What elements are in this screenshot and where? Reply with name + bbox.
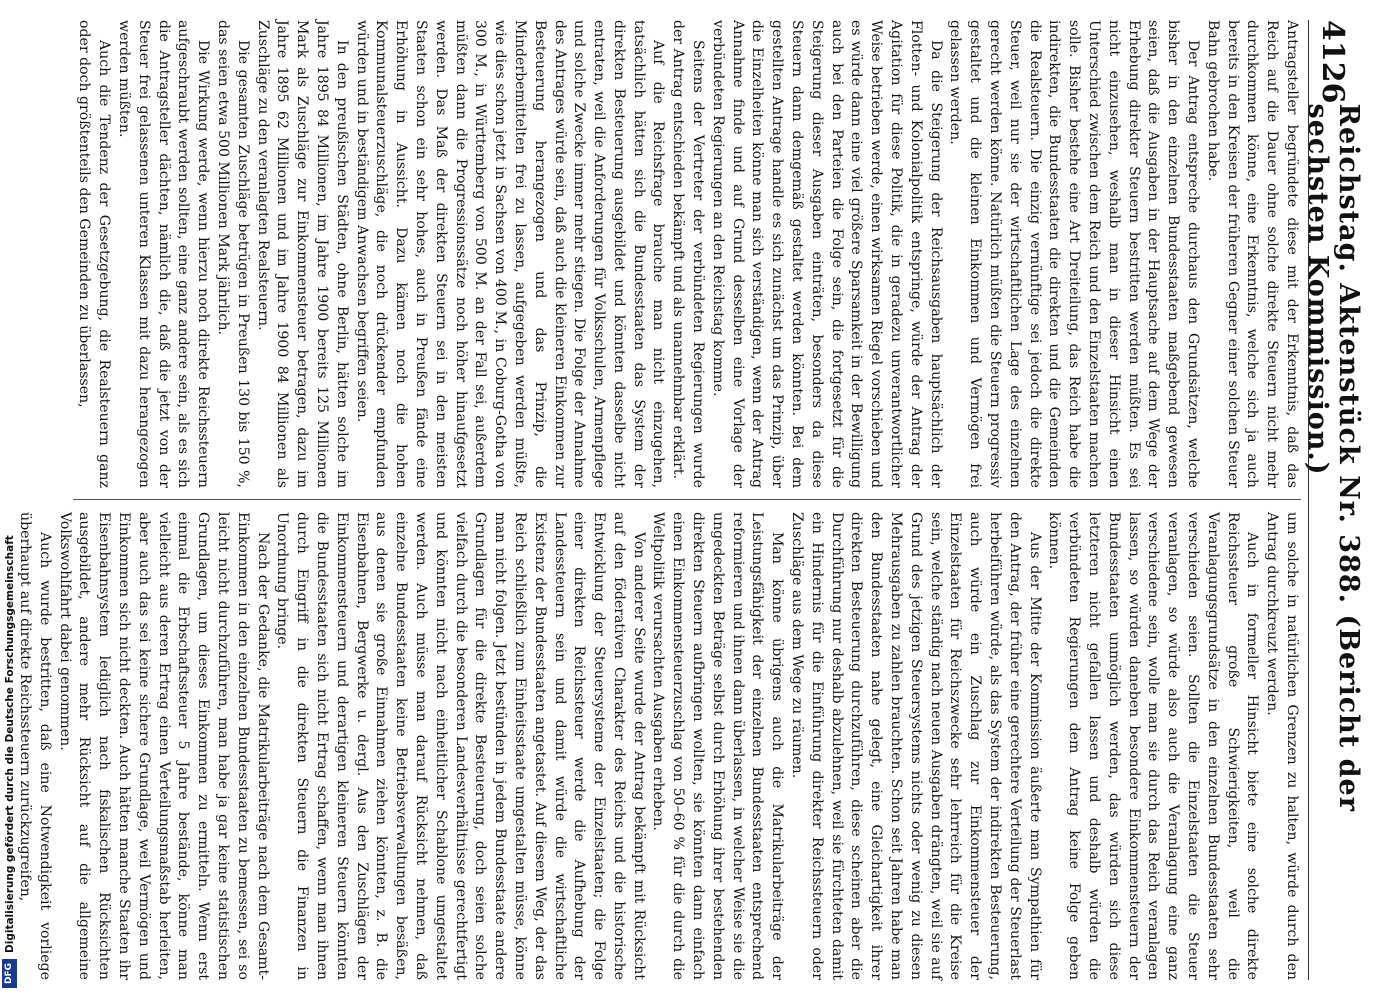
paragraph: Von anderer Seite wurde der Antrag bekämpft mit Rücksicht auf den föderativen Charakter des Reichs und die historische Entwicklung der Steuersysteme der Einzelstaaten; die Folge einer direkten Reichssteuer werde die Aufhebung der Landessteuern sein und damit würde die wirtschaftliche Existenz der Bundesstaaten angetastet. Auf diesem Weg, der das Reich schließlich zum Einheitsstaate umgestalten müsse, könne man nicht folgen. Jetzt bestünden in jedem Bundesstaate andere Grundlagen für die direkte Besteuerung, doch seien solche vielfach durch die besonderen Landesverhältnisse gerechtfertigt und könnten nicht nach einheitlicher Schablone umgestaltet werden. Auch müsse man darauf Rücksicht nehmen, daß einzelne Bundesstaaten keine Betriebsverwaltungen besäßen, aus denen sie große Einnahmen ziehen könnten, z. B. die Eisenbahnen, Bergwerke u. dergl. Aus den Zuschlägen der Einkommensteuern und derartigen kleineren Steuern könnten die Bundesstaaten sich nicht Ertrag schaffen, wenn man ihnen durch Eingriff in die direkten Steuern die Finanzen in Unordnung bringe. [274,512,647,980]
paragraph: Aus der Mitte der Kommission äußerte man Sympathien für den Antrag, der früher eine gerechtere Verteilung der Steuerlast herbeiführen würde, als das System der indirekten Besteuerung, auch würde ein Zuschlag zur Einkommensteuer der Einzelstaaten für Reichszwecke sehr lehrreich für die Kreise sein, welche ständig nach neuen Ausgaben drängten, weil sie auf Grund des jetzigen Steuersystems nichts oder wenig zu diesen Mehrausgaben zu zahlen brauchten. Schon seit Jahren habe man den Bundesstaaten nahe gelegt, eine Gleichartigkeit ihrer direkten Besteuerung durchzuführen, diese scheinen aber die Durchführung nur deshalb abzulehnen, weil sie fürchteten damit ein Hindernis für die Einführung direkter Reichssteuern oder Zuschläge aus dem Wege zu räumen. [789,512,1043,980]
header-rule [1308,20,1309,980]
credit-text: Digitalisierung gefördert durch die Deutsche Forschungsgemeinschaft [3,535,16,953]
running-title: Reichstag. Aktenstück Nr. 388. (Bericht der sechsten Kommission.) [1302,103,1364,812]
paragraph: Nach der Gedanke, die Matrikularbeiträge nach dem Gesamt-Einkommen in den einzelnen Bundesstaaten zu bemessen, sei so leicht nicht durchzuführen, man habe ja gar keine statistischen Grundlagen, um dieses Einkommen zu ermitteln. Wenn erst einmal die Erbschaftssteuer 5 Jahre bestände, könne man vielleicht aus deren Ertrag einen Verteilungsmaßstab herleiten, aber auch das sei keine sichere Grundlage, weil Vermögen und Einkommen sich nicht deckten. Auch hätten manche Staaten ihr Eisenbahnsystem lediglich nach fiskalischen Rücksichten ausgebildet, andere mehr Rücksicht auf die allgemeine Volkswohlfahrt dabei genommen. [56,512,271,980]
page-number: 4126 [1315,20,1351,104]
paragraph: Seitens der Vertreter der verbündeten Regierungen wurde der Antrag entschieden bekämpft und als unannehmbar erklärt. [670,20,707,488]
scanned-page [17,0,1367,1000]
paragraph: Die Wirkung werde, wenn hierzu noch direkte Reichssteuern aufgeschraubt werden sollten, eine ganz andere sein, als es sich die Antragsteller dächten, nämlich die, daß die jetzt von der Steuer frei gelassenen unteren Klassen mit dazu herangezogen werden müßten. [115,20,212,488]
text-column-left [73,20,1301,488]
paragraph: Auch die Tendenz der Gesetzgebung, die Realsteuern ganz oder doch größtenteils den Gemeinden zu überlassen, [76,20,113,488]
paragraph: Auch wurde bestritten, daß eine Notwendigkeit vorliege überhaupt auf direkte Reichssteuern zurückzugreifen, [17,512,53,980]
paragraph: Man könne übrigens auch die Matrikularbeiträge der Leistungsfähigkeit der einzelnen Bundesstaaten entsprechend reformieren und ihnen dann überlassen, in welcher Weise sie die ungedeckten Beträge selbst durch Erhöhung ihrer bestehenden direkten Steuern aufbringen wollten, sie könnten dann einfach einen Einkommensteuerzuschlag von 50–60 % für die durch die Weltpolitik verursachten Ausgaben erheben. [650,512,786,980]
paragraph: Die gesamten Zuschläge betrügen in Preußen 130 bis 150 %, das seien etwa 500 Millionen Mark jährlich. [214,20,251,488]
text-column-right [17,512,1301,980]
paragraph: In den preußischen Städten, ohne Berlin, hätten solche im Jahre 1895 84 Millionen, im Jahre 1900 bereits 125 Millionen Mark als Zuschläge zur Einkommensteuer betragen, dazu im Jahre 1895 62 Millionen und im Jahre 1900 84 Millionen als Zuschläge zu den veranlagten Realsteuern. [254,20,350,488]
paragraph: Auch in formeller Hinsicht biete eine solche direkte Reichssteuer große Schwierigkeiten, weil die Veranlagungsgrundsätze in den einzelnen Bundesstaaten sehr verschieden seien. Sollten die Einzelstaaten die Steuer veranlagen, so würde also auch die Veranlagung eine ganz verschiedene sein, wolle man sie durch das Reich veranlagen lassen, so würden daneben besondere Einkommensteuern der Bundesstaaten unmöglich werden, das würden sich diese letzteren nicht gefallen lassen und deshalb würden die verbündeten Regierungen dem Antrag keine Folge geben können. [1046,512,1261,980]
dfg-logo: DFG [2,959,17,988]
paragraph: Antragsteller begründete diese mit der Erkenntnis, daß das Reich auf die Dauer ohne solche direkte Steuern nicht mehr durchkommen könne, eine Erkenntnis, welche sich ja auch bereits in den Kreisen der früheren Gegner einer solchen Steuer Bahn gebrochen habe. [1204,20,1300,488]
paragraph: Da die Steigerung der Reichsausgaben hauptsächlich der Flotten- und Kolonialpolitik entspringe, würde der Antrag der Agitation für diese Politik, die in geradezu unverantwortlicher Weise betrieben werde, einen wirksamen Riegel vorschieben und es würde dann eine viel größere Sparsamkeit in der Bewilligung auch bei den Parteien die Folge sein, die fortgesetzt für die Steigerung dieser Ausgaben einträten, besonders da diese Steuern dann demgemäß gestaltet werden könnten. Bei dem gestellten Antrage handle es sich zunächst um das Prinzip, über die Einzelheiten könne man sich verständigen, wenn der Antrag Annahme finde und auf Grund desselben eine Vorlage der verbündeten Regierungen an den Reichstag komme. [709,20,944,488]
paragraph: um solche in natürlichen Grenzen zu halten, würde durch den Antrag durchkreuzt werden. [1264,512,1300,980]
paragraph: Der Antrag entspreche durchaus den Grundsätzen, welche bisher in den einzelnen Bundesstaaten maßgebend gewesen seien, daß die Ausgaben in der Hauptsache auf dem Wege der Erhebung direkter Steuern bestritten werden müßten. Es sei nicht einzusehen, weshalb man in dieser Hinsicht einen Unterschied zwischen dem Reich und den Einzelstaaten machen solle. Bisher bestehe eine Art Dreiteilung, das Reich habe die indirekten, die Bundesstaaten die direkten und die Gemeinden die Realsteuern. Die einzig vernünftige sei jedoch die direkte Steuer, weil nur sie der wirtschaftlichen Lage des einzelnen gerecht werden könne. Natürlich müßten die Steuern progressiv gestaltet und die kleinen Einkommen und Vermögen frei gelassen werden. [947,20,1202,488]
page-header [1302,20,1364,980]
column-divider [73,499,1301,500]
paragraph: Auf die Reichsfrage brauche man nicht einzugehen, tatsächlich hätten sich die Bundesstaaten das System der direkten Besteuerung ausgebildet und könnten dasselbe nicht entraten, weil die Anforderungen für Volksschulen, Armenpflege und solche Zwecke immer mehr stiegen. Die Folge der Annahme des Antrages würde sein, daß auch die kleineren Einkommen zur Besteuerung herangezogen und das Prinzip, die Minderbemittelten frei zu lassen, aufgegeben werden müßte, wie dies schon jetzt in Sachsen von 400 M., in Coburg-Gotha von 300 M., in Württemberg von 500 M. an der Fall sei, außerdem müßten dann die Progressionssätze noch höher hinaufgesetzt werden. Das Maß der direkten Steuern sei in den meisten Staaten schon ein sehr hohes, auch in Preußen fände eine Erhöhung in Aussicht. Dazu kämen noch die hohen Kommunalsteuerzuschläge, die noch drückender empfunden würden und in beständigem Anwachsen begriffen seien. [353,20,667,488]
